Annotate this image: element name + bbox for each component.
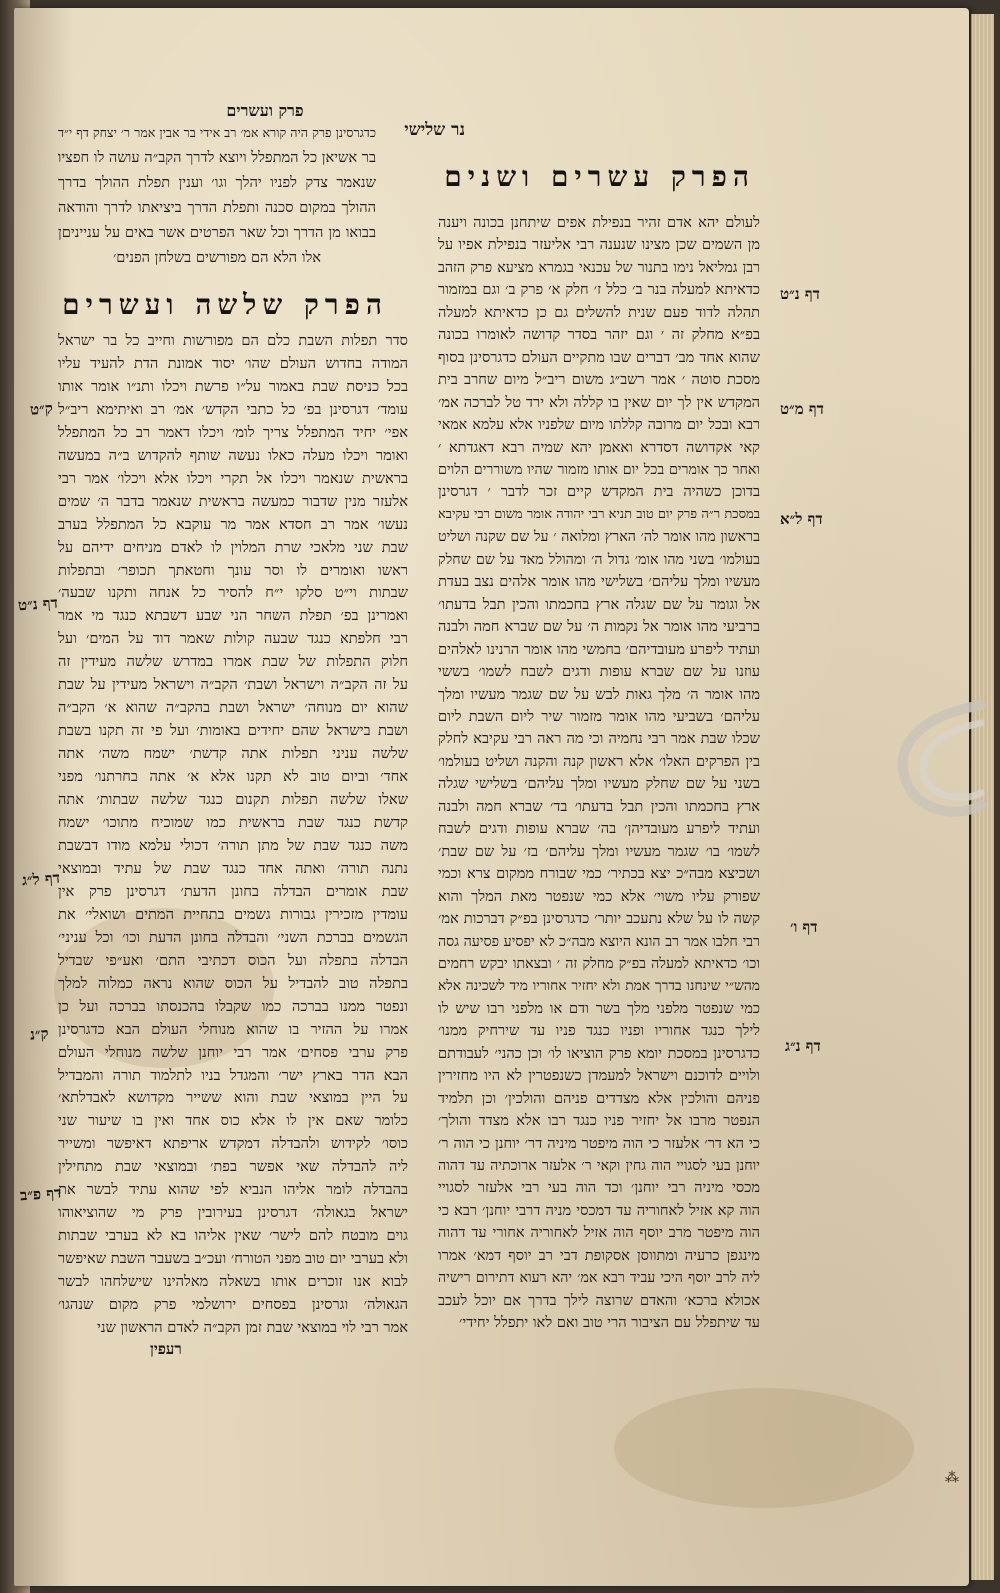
paper-stain	[614, 1388, 914, 1508]
text-line: מהש״י שינחנו בדרך אמת ולא יחזיר אחוריו מיד לשכינה אלא	[438, 978, 760, 995]
running-head: נר שלישי	[404, 120, 465, 140]
text-line: עומד׳ דגרסינן בפ׳ כל כתבי הקדש׳ אמ׳ רב ואיתימא ריב״ל	[58, 400, 408, 418]
text-line: ישראל בגאולה׳ דגרסינן בעירובין פרק מי שהוציאוהו	[58, 1204, 408, 1222]
text-line: שאלו שלשה תפלות תקנום כנגד שלשה שבתות׳ אתה	[58, 791, 408, 809]
text-line: הבא הדר בארץ ישר׳ והמגדל בניו לתלמוד תורה והמבדיל	[58, 1066, 408, 1084]
text-line: ושכיצא מבה״כ יצא בכתיר׳ כמי שבורח ממקום צרא וכמי	[438, 865, 760, 883]
left-column-intro	[58, 120, 376, 270]
text-line: כלומר שאם אין לו אלא כוס אחד ואין בו שיעור שני	[58, 1112, 408, 1130]
text-line: כדגרסינן פרק היה קורא אמ׳ רב אידי בר אבין אמר ר׳ יצחק דף י״ד	[58, 125, 376, 140]
text-line: הוה קא אזיל לאחוריה עד דמכסי מניה דרבי יוחנן׳ רבא כי	[438, 1201, 760, 1219]
text-line: שהוא יום מנוחה׳ ישראל ושבת בהקב״ה שהוא א׳ הקב״ה	[58, 699, 408, 717]
text-line: שבתות וי״ט סלקו י״ח להסיר כל אנחה ותקנו שבעה׳	[58, 584, 408, 602]
text-line: משה כנגד שבת של מתן תורה׳ דכולי עלמא מודו דבשבת	[58, 836, 408, 854]
text-line: חלוק התפלות של שבת אמרו במדרש שלשה מעידין זה	[58, 653, 408, 671]
text-line: קאי אקדושה דסדרא ואאמן יהא שמיה רבא דאגדתא ׳	[438, 438, 760, 456]
chapter-title-23: הפרק שלשה ועשרים	[62, 288, 388, 321]
margin-note: דף פ״ב	[19, 1183, 62, 1205]
text-line: אמר רבי לוי במוצאי שבת זמן הקב״ה לאדם הראשון שני	[97, 1318, 408, 1336]
text-line: בהבדלה לומר אליהו הנביא לפי שהוא עתיד לבשר את	[58, 1181, 408, 1199]
text-line: שלשה עניני תפלות אתה קדשת׳ ישמח משה׳ אתה	[58, 745, 408, 763]
corner-mark: ⁂	[945, 1470, 959, 1486]
text-line: נתנה תורה׳ ואתה אחד כנגד שבת של עתיד ובמוצאי	[58, 859, 408, 877]
text-line: בדוכן כשהיה בית המקדש קיים זכר לדבר ׳ דגרסינן	[438, 483, 760, 501]
text-line: הגשמים בברכת השני׳ והבדלה בחונן הדעת וכו׳ וכל עניני׳	[58, 928, 408, 946]
text-line: כמי שנפטר מלפני מלך בשר ודם או מלפני רבו שיש לו	[438, 999, 760, 1017]
text-line: ולויים לדוכנם וישראל למעמדן כשנפטרין לא היו מחזירין	[438, 1067, 760, 1085]
text-line: פניהם והולכין אלא מצדדים פניהם והולכין׳ וכן תלמיד	[438, 1089, 760, 1107]
text-line: עד שיתפלל עם הציבור הרי טוב ואם לאו יתפלל יחידי׳	[459, 1314, 760, 1332]
margin-note: דף נ״ג	[785, 1037, 821, 1055]
text-line: עליהם׳ בשביעי מהו אומר מזמור שיר ליום השבת ליום	[438, 707, 760, 725]
text-line: ונפטר ממנו בברכה כמו שקבלו בהכנסתו בברכה ועל כן	[58, 997, 408, 1015]
text-line: לילך כנגד אחוריו ופניו כנגד פניו עד שירחיק ממנו׳	[438, 1022, 760, 1040]
text-line: בראשון מהו אומר לה׳ הארץ ומלואה ׳ על שם שקנה ושליט	[438, 529, 760, 546]
text-line: הוה מיפטר מרב יוסף הוה אזיל לאחוריה אחורי עד דהוה	[438, 1224, 760, 1242]
text-line: הגאולה׳ וגרסינן בפסחים ירושלמי פרק מקום שנהגו׳	[58, 1296, 408, 1314]
text-line: קדשת כנגד שבת בראשית כמו שמוכיח מתוכו׳ ישמח	[58, 814, 408, 832]
catchword: רעפין	[150, 1340, 182, 1358]
text-line: רבן גמליאל נימו בתנור של עכנאי בגמרא מציעא פרק הזהב	[438, 259, 760, 276]
margin-note: דף מ״ט	[780, 400, 824, 418]
text-line: ברביעי מהו אומר אל נקמות ה׳ על שם שברא חמה ולבנה	[438, 618, 760, 636]
running-head-left: פרק ועשרים	[226, 101, 304, 120]
text-line: מעשיו ומלך עליהם׳ בשלישי מהו אומר אלהים נצב בעדת	[438, 573, 760, 591]
text-line: בתפלה טוב להבדיל על הכוס שהוא נראה כמלוה למלך	[58, 974, 408, 992]
text-line: קשה לו על שלא נתעכב יותר׳ כדגרסינן בפ״ק דברכות אמ׳	[438, 910, 760, 928]
text-line: מכסי מיניה רבי יוחנן׳ וכד הוה בעי רבי אלעזר לסגויי	[438, 1179, 760, 1197]
text-line: לבוא אנו זוכרים אותו בשאלה מאלהינו שישלחהו לבשר	[58, 1273, 408, 1291]
text-line: ושבת בישראל שהם יחידים באומות׳ ועל פי זה תקנו בשבת	[58, 722, 408, 740]
text-line: כדגרסינן במסכת יומא פרק הוציאו לו׳ וכן כהני׳ לעבודתם	[438, 1044, 760, 1062]
text-line: אל וגומר על שם שגלה ארץ בחכמתו והכין תבל בדעתו׳	[438, 595, 760, 613]
margin-note: ק״נ	[29, 1024, 50, 1044]
text-line: הבדלה בתפלה ועל הכוס דכתיבי התם׳ ואע״פי שבדיל	[58, 951, 408, 969]
margin-note: דף נ״ט	[780, 285, 820, 303]
text-line: רבא ובכל יום מרובה קללתו מיום שלפניו אלא עלמא אמאי	[438, 417, 760, 434]
text-line: מן השמים שכן מצינו שנענה רבי אליעזר בנפילת אפיו על	[438, 236, 760, 254]
text-line: ואמרינן בפ׳ תפלת השחר הני שבע דשבתא כנגד מי אמר	[58, 607, 408, 625]
text-line: המקדש אין לך יום שאין בו קללה ולא ירד טל לברכה אמ׳	[438, 393, 760, 411]
text-line: לעולם יהא אדם זהיר בנפילת אפים שיתחנן בכונה ויענה	[438, 214, 760, 231]
text-line: עוזנו על שם שברא עופות ודגים לשבח לשמו׳ בששי	[438, 663, 760, 681]
margin-note: דף ו׳	[790, 918, 818, 936]
text-line: בפ״א מחלק זה ׳ וגם יזהר בסדר קדושה לאומרו בכונה	[438, 326, 760, 344]
text-line: וכו׳ כדאיתא למעלה בפ״ק מחלק זה ׳ ובצאתו יבקש רחמים	[438, 955, 760, 972]
text-line: על זה הקב״ה וישראל ושבת׳ הקב״ה וישראל מעידין על שבת	[58, 676, 408, 694]
text-line: עומדין מזכירין גבורות גשמים בתחיית המתים ושואלי׳ את	[58, 905, 408, 923]
text-line: ליה להבדלה שאי אפשר בפת׳ ובמוצאי שבת מתחילין	[58, 1158, 408, 1176]
text-line: נעשו׳ אמר רב חסדא אמר מר עוקבא כל המתפלל בערב	[58, 515, 408, 533]
text-line: בין הפרקים האלו׳ אלא ראשון קנה והקנה ושליט בעולמו׳	[438, 752, 760, 770]
text-line: מסכת סוטה ׳ אמר רשב״ג משום ריב״ל מיום שחרב בית	[438, 371, 760, 389]
text-line: שפורק עליו משוי׳ אלא כמי שנפטר מאת המלך והוא	[438, 887, 760, 905]
text-line: שבת אומרים הבדלה בחונן הדעת׳ דגרסינן פרק אין	[58, 882, 408, 900]
text-line: יוחנן בעי לסגויי הוה גחין וקאי ר׳ אלעזר ארוכתיה עד דהוה	[438, 1158, 760, 1175]
margin-note: דף ל״א	[780, 510, 823, 528]
text-line: אלו הלא הם מפורשים בשלחן הפנים׳	[112, 249, 322, 266]
text-line: בר אשיאן כל המתפלל ויוצא לדרך הקב״ה עושה לו חפציו	[58, 149, 376, 166]
margin-note: דף ל״ג	[21, 868, 61, 890]
text-line: ועתיד ליפרע מעובדיהם׳ בחמשי מהו אומר הרנינו לאלהים	[438, 640, 760, 658]
text-line: בכל כניסת שבת באמור על״ו פרשת ויכלו ותנ״ו אומר אותו	[58, 377, 408, 395]
left-column-body	[58, 330, 408, 1340]
text-line: מינגפן כרעיה ומתווסן אסקופת דבי רב יוסף דמא׳ אמרו	[438, 1246, 760, 1264]
text-line: שבת שני מלאכי שרת המלוין לו לאדם מניחים ידיהם על	[58, 538, 408, 556]
text-line: אמרו על ההזיר בו שהוא מנוחלי העולם הבא כדגרסינן	[58, 1020, 408, 1038]
text-line: על היין במוצאי שבת והוא ששייר מקדושא לאבדלתא׳	[58, 1089, 408, 1107]
text-line: בשני על שם שחלק מעשיו ומלך עליהם׳ בשלישי שגלה	[438, 775, 760, 793]
margin-note: דף נ״ט	[17, 593, 59, 615]
text-line: ואחר כך אומרים בכל יום אותו מזמור שהיו משוררים הלוים	[438, 461, 760, 478]
text-line: ההולך במקום סכנה ותפלת הדרך ביציאתו לדרך והודאה	[58, 199, 376, 216]
chapter-title-22: הפרק עשרים ושנים	[444, 160, 755, 193]
text-line: סדר תפלות השבת כלם הם מפורשות וחייב כל בר ישראל	[58, 332, 408, 349]
text-line: הנפטר מרבו אל יחזיר פניו כנגד רבו אלא מצדד והולך׳	[438, 1112, 760, 1130]
text-line: כדאיתא למעלה בנר ב׳ כלל ז׳ חלק א׳ פרק ב׳ וגם במזמור	[438, 281, 760, 299]
text-line: רבי חלפתא כנגד שבעה קולות שאמר דוד על המים׳ ועל	[58, 630, 408, 648]
text-line: כי הא דר׳ אלעזר כי הוה מיפטר מיניה דר׳ יוחנן כי הוה ר׳	[438, 1134, 760, 1152]
text-line: ליה לרב יוסף היכי עביד רבא אמ׳ יהא רעוא דתירום רישיה	[438, 1270, 760, 1287]
text-line: פרק ערבי פסחים׳ אמר רבי יוחנן שלשה מנוחלי העולם	[58, 1043, 408, 1061]
text-line: מהו אומר ה׳ מלך גאות לבש על שם שגמר מעשיו ומלך	[438, 685, 760, 703]
paper-clip-icon	[886, 685, 986, 845]
text-line: גוים מובטח להם לישר׳ שאין אליהו בא לא בערבי שבתות	[58, 1227, 408, 1245]
text-line: לשמו׳ בו׳ שגמר מעשיו ומלך עליהם׳ בז׳ על שם שבת׳	[438, 842, 760, 860]
text-line: אכולא ברכא׳ והאדם שרוצה לילך בדרך אם יוכל לעכב	[438, 1291, 760, 1309]
text-line: ולא בערבי יום טוב מפני הטורח׳ ועכ״ב בשעבר השבת שאיפשר	[58, 1250, 408, 1268]
text-line: ועתיד ליפרע מעובדיהן׳ בה׳ שברא עופות ודגים לשבח	[438, 820, 760, 838]
text-line: בבואו מן הדרך וכל שאר הפרטים אשר באים על ענייניםן	[58, 224, 376, 241]
text-line: שהוא אחד מב׳ דברים שבו מתקיים העולם כדגרסינן בסוף	[438, 348, 760, 366]
text-line: המודה בחדוש העולם שהו׳ יסוד אמונת הדת להעיד עליו	[58, 354, 408, 372]
text-line: רבי חלבו אמר רב הונא היוצא מבה״כ לא יפסיע פסיעה גסה	[438, 933, 760, 950]
right-column-body	[438, 212, 760, 1335]
text-line: אחד׳ וביום טוב לא תקנו אלא א׳ אתה בחרתנו׳ מפני	[58, 768, 408, 786]
text-line: כוסו׳ לקידוש ולהבדלה דמקדש אריפתא דאיפשר ומשייר	[58, 1135, 408, 1153]
text-line: אלעזר מנין שדבור כמעשה בראשית שנאמר בדבר ה׳ שמים	[58, 492, 408, 510]
text-line: שכלו שבת אמר רבי נחמיה וכי מה ראה רבי עקיבא לחלק	[438, 730, 760, 748]
text-line: בראשית שנאמר ויכלו אל תקרי ויכלו אלא ויכלו׳ אמר רבי	[58, 469, 408, 487]
margin-note: ק״ט	[29, 399, 54, 419]
text-line: בעולמו׳ בשני מהו אומ׳ גדול ה׳ ומהולל מאד על שם שחלק	[438, 551, 760, 568]
text-line: תהלה לדוד פעם שנית להשלים גם כן כדאיתא למעלה	[438, 303, 760, 321]
text-line: ראשו ואומרים לו וסר עונך וחטאתך תכופר׳ ובתפלות	[58, 561, 408, 579]
text-line: ואומר ויכלו מעלה כאלו נעשה שותף להקדוש ב״ה במעשה	[58, 446, 408, 464]
text-line: ארץ בחכמתו והכין תבל בדעתו׳ בד׳ שברא חמה ולבנה	[438, 797, 760, 815]
text-line: שנאמר צדק לפניו יהלך וגו׳ וענין תפלת ההולך בדרך	[58, 174, 376, 191]
text-line: במסכת ר״ה פרק יום טוב תניא רבי יהודה אומר משום רבי עקיבא	[438, 506, 760, 522]
text-line: אפי׳ יחיד המתפלל צריך לומ׳ ויכלו דאמר רב כל המתפלל	[58, 423, 408, 441]
